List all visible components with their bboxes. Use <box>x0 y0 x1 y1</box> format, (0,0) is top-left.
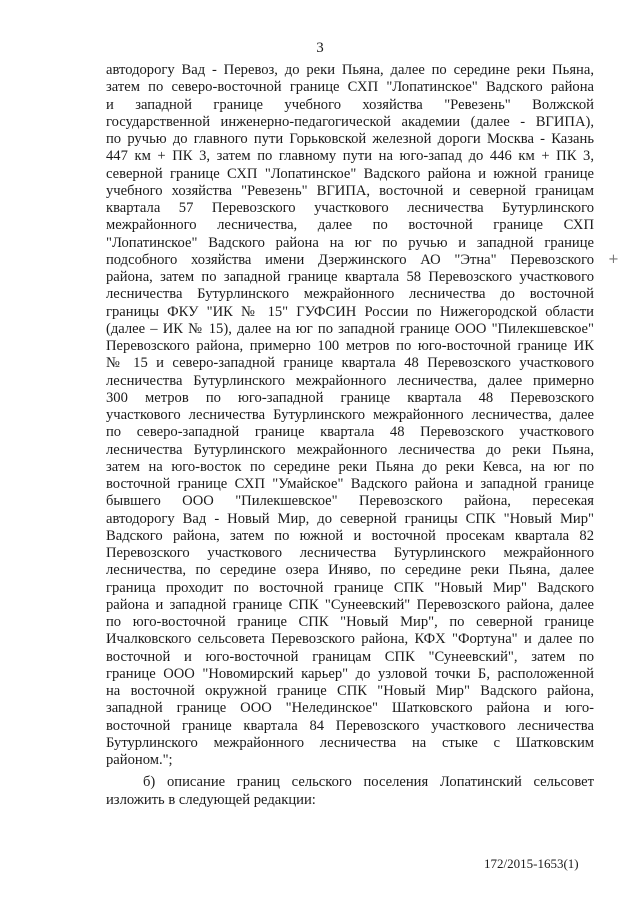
text-line: восточной границе СХП "Умайское" Вадского района и западной границе <box>106 476 594 492</box>
text-line: учебного хозяйства "Ревезень" ВГИПА, восточной и северной границам <box>106 182 594 199</box>
text-line: государственной инженерно-педагогической академии (далее - ВГИПА), <box>106 113 594 130</box>
text-line: восточной и юго-восточной границам СПК "Сунеевский", затем по <box>106 648 594 665</box>
text-line: границе ООО "Новомирский карьер" до узловой точки Б, расположенной <box>106 665 594 682</box>
text-line: автодорогу Вад - Перевоз, до реки Пьяна, далее по середине реки Пьяна, <box>106 62 594 78</box>
text-line: затем на юго-восток по середине реки Пьяна до реки Кевса, на юг по <box>106 458 594 475</box>
text-line: и западной границе учебного хозяйства "Ревезень" Волжской <box>106 96 594 113</box>
text-line: 300 метров по юго-западной границе квартала 48 Перевозского <box>106 389 594 406</box>
document-body <box>106 62 594 809</box>
text-line: лесничества Бутурлинского межрайонного лесничества до реки Пьяна, <box>106 441 594 458</box>
text-line: 447 км + ПК 3, затем по главному пути на юго-запад до 446 км + ПК 3, <box>106 148 594 165</box>
text-line: районом."; <box>106 752 173 768</box>
text-line: межрайонного лесничества, далее по восточной границе СХП <box>106 217 594 234</box>
text-line: района и западной границе СПК "Сунеевский" Перевозского района, далее <box>106 596 594 613</box>
text-line: б) описание границ сельского поселения Лопатинский сельсовет <box>143 774 594 791</box>
text-line: района, затем по западной границе квартала 58 Перевозского участкового <box>106 269 594 285</box>
text-line: затем по северо-восточной границе СХП "Лопатинское" Вадского района <box>106 79 594 96</box>
text-line: восточной границе квартала 84 Перевозского участкового лесничества <box>106 717 594 734</box>
text-line: Бутурлинского межрайонного лесничества на стыке с Шатковским <box>106 734 594 751</box>
document-code: 172/2015-1653(1) <box>484 856 579 871</box>
boundary-description-paragraph <box>106 62 594 769</box>
text-line: лесничества, по середине озера Инявo, по середине реки Пьяна, далее <box>106 562 594 579</box>
text-line: по северо-западной границе квартала 48 Перевозского участкового <box>106 424 594 441</box>
handwritten-margin-mark: + <box>608 252 619 267</box>
text-line: Перевозского района, примерно 100 метров по юго-восточной границе ИК <box>106 338 594 354</box>
text-line: по ручью до главного пути Горьковской железной дороги Москва - Казань <box>106 131 594 147</box>
text-line: по юго-восточной границе СПК "Новый Мир", по северной границе <box>106 614 594 630</box>
amendment-paragraph <box>106 774 594 809</box>
text-line: северной границе СХП "Лопатинское" Вадского района и южной границе <box>106 165 594 182</box>
text-line: границы ФКУ "ИК № 15" ГУФСИН России по Нижегородской области <box>106 303 594 320</box>
text-line: (далее – ИК № 15), далее на юг по западной границе ООО "Пилекшевское" <box>106 320 594 337</box>
text-line: западной границе ООО "Нелединское" Шатковского района и юго- <box>106 700 594 717</box>
text-line: автодорогу Вад - Новый Мир, до северной границы СПК "Новый Мир" <box>106 510 594 527</box>
text-line: на восточной окружной границе СПК "Новый Мир" Вадского района, <box>106 683 594 699</box>
text-line: изложить в следующей редакции: <box>106 791 316 808</box>
text-line: "Лопатинское" Вадского района на юг по ручью и западной границе <box>106 234 594 251</box>
page-number: 3 <box>316 40 324 56</box>
text-line: квартала 57 Перевозского участкового лесничества Бутурлинского <box>106 200 594 216</box>
text-line: лесничества Бутурлинского межрайонного лесничества, далее примерно <box>106 372 594 389</box>
text-line: Перевозского участкового лесничества Бутурлинского межрайонного <box>106 545 594 561</box>
text-line: бывшего ООО "Пилекшевское" Перевозского района, пересекая <box>106 493 594 510</box>
text-line: участкового лесничества Бутурлинского межрайонного лесничества, далее <box>106 407 594 423</box>
text-line: Ичалковского сельсовета Перевозского района, КФХ "Фортуна" и далее по <box>106 631 594 648</box>
text-line: Вадского района, затем по южной и восточной просекам квартала 82 <box>106 527 594 544</box>
text-line: лесничества Бутурлинского межрайонного лесничества до восточной <box>106 286 594 303</box>
text-line: граница проходит по восточной границе СПК "Новый Мир" Вадского <box>106 579 594 596</box>
text-line: подсобного хозяйства имени Дзержинского АО "Этна" Перевозского <box>106 251 594 268</box>
text-line: № 15 и северо-западной границе квартала 48 Перевозского участкового <box>106 355 594 372</box>
